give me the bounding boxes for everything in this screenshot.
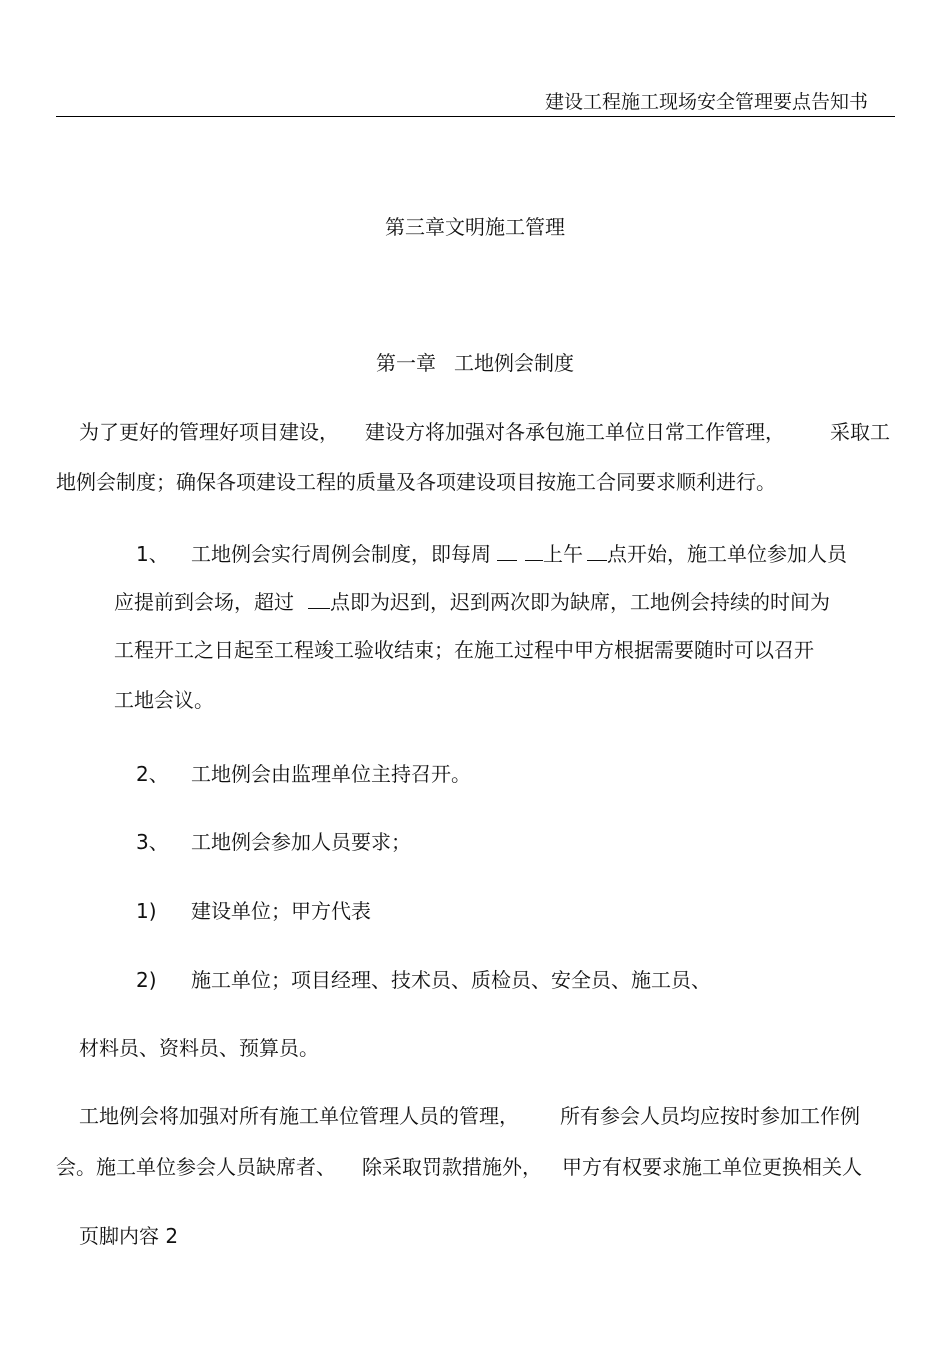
item1-l1c: 点开始，施工单位参加人员	[607, 542, 847, 566]
sub2-text: 施工单位；项目经理、技术员、质检员、安全员、施工员、	[191, 968, 711, 992]
sub2-continuation: 材料员、资料员、预算员。	[79, 1036, 319, 1060]
item2-number: 2、	[136, 762, 169, 786]
item1-l1b: 上午	[543, 542, 583, 566]
sub1-number: 1)	[136, 899, 157, 923]
chapter-title: 第三章文明施工管理	[385, 215, 565, 239]
section-text: 工地例会制度	[454, 351, 574, 375]
item1-line-1	[191, 542, 847, 566]
intro-line-1c: 采取工	[830, 420, 890, 444]
closing-line-2a: 会。施工单位参会人员缺席者、	[56, 1155, 336, 1179]
item1-l2a: 应提前到会场，超过	[114, 590, 294, 614]
blank-weekday-2	[525, 542, 543, 561]
sub1-text: 建设单位；甲方代表	[191, 899, 371, 923]
item1-l1a: 工地例会实行周例会制度，即每周	[191, 542, 491, 566]
intro-line-2: 地例会制度；确保各项建设工程的质量及各项建设项目按施工合同要求顺利进行。	[56, 470, 776, 494]
header-rule	[56, 116, 895, 117]
closing-line-1a: 工地例会将加强对所有施工单位管理人员的管理，	[79, 1104, 519, 1128]
item1-l2b: 点即为迟到，迟到两次即为缺席，工地例会持续的时间为	[330, 590, 830, 614]
footer-text: 页脚内容 2	[79, 1224, 179, 1248]
section-number: 第一章	[376, 351, 436, 375]
item1-line-3: 工程开工之日起至工程竣工验收结束；在施工过程中甲方根据需要随时可以召开	[114, 638, 814, 662]
blank-weekday	[497, 542, 517, 561]
sub2-number: 2)	[136, 968, 157, 992]
intro-line-1b: 建设方将加强对各承包施工单位日常工作管理，	[365, 420, 785, 444]
item1-number: 1、	[136, 542, 169, 566]
item2-text: 工地例会由监理单位主持召开。	[191, 762, 471, 786]
intro-line-1a: 为了更好的管理好项目建设，	[79, 420, 339, 444]
blank-late-hour	[308, 590, 330, 609]
item1-line-4: 工地会议。	[114, 688, 214, 712]
item3-text: 工地例会参加人员要求；	[191, 830, 411, 854]
section-title	[0, 351, 950, 375]
item1-line-2	[114, 590, 830, 614]
closing-line-1b: 所有参会人员均应按时参加工作例	[560, 1104, 860, 1128]
item3-number: 3、	[136, 830, 169, 854]
header-title: 建设工程施工现场安全管理要点告知书	[544, 91, 868, 113]
blank-hour	[587, 542, 607, 561]
closing-line-2b: 除采取罚款措施外，	[362, 1155, 542, 1179]
closing-line-2c: 甲方有权要求施工单位更换相关人	[562, 1155, 862, 1179]
